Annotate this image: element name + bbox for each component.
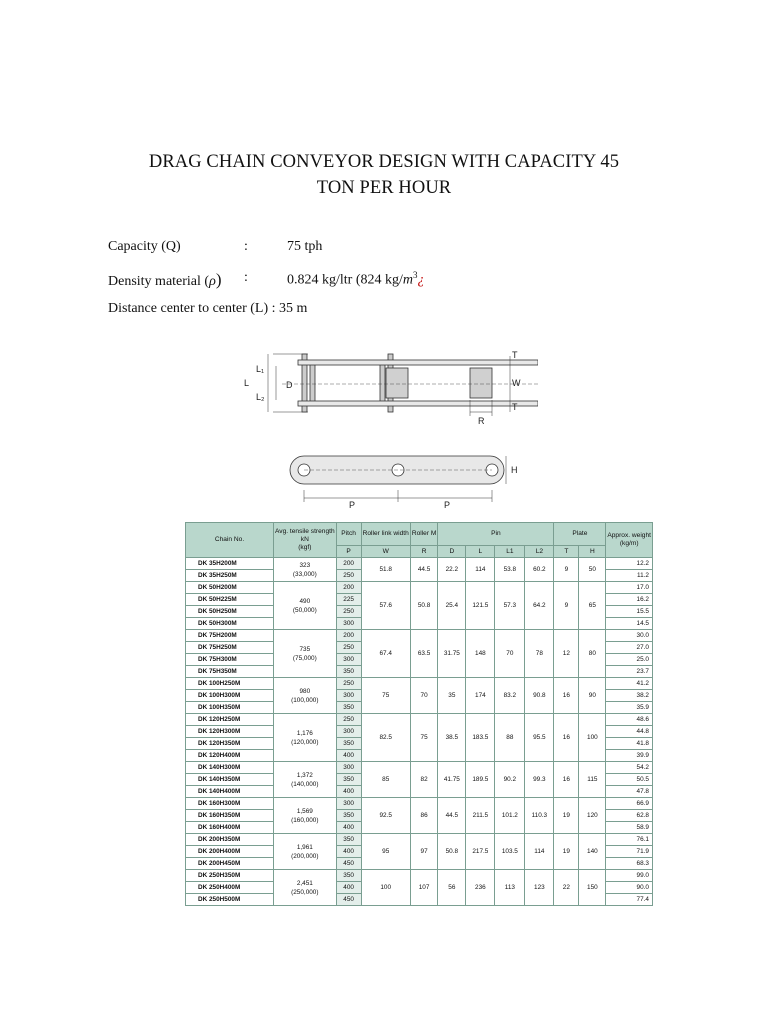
chain-diagram xyxy=(238,340,538,516)
weight-cell: 41.2 xyxy=(606,678,653,690)
chain-no-cell: DK 35H200M xyxy=(186,558,274,570)
pitch-cell: 350 xyxy=(336,870,361,882)
plate-h-cell: 65 xyxy=(579,582,606,630)
plate-h-cell: 100 xyxy=(579,714,606,762)
plate-h-cell: 120 xyxy=(579,798,606,834)
pin-d-cell: 50.8 xyxy=(438,834,466,870)
strength-kn: 323 xyxy=(299,561,311,569)
weight-cell: 23.7 xyxy=(606,666,653,678)
table-row xyxy=(186,870,653,882)
strength-kgf: (75,000) xyxy=(292,654,317,662)
strength-cell xyxy=(274,558,337,582)
pin-d-cell: 56 xyxy=(438,870,466,906)
density-exponent: 3 xyxy=(413,270,418,280)
pin-l-cell: 189.5 xyxy=(466,762,495,798)
plate-h-cell: 50 xyxy=(579,558,606,582)
dim-label-t-bottom: T xyxy=(512,402,518,412)
weight-cell: 12.2 xyxy=(606,558,653,570)
plate-t-cell: 22 xyxy=(554,870,579,906)
chain-spec-table xyxy=(185,522,653,906)
roller-link-width-cell: 75 xyxy=(361,678,410,714)
header-weight-label: Approx. weight xyxy=(607,532,651,539)
chain-no-cell: DK 140H350M xyxy=(186,774,274,786)
chain-no-cell: DK 75H350M xyxy=(186,666,274,678)
header-chain-no: Chain No. xyxy=(186,523,274,558)
dim-label-l1: L₁ xyxy=(256,364,265,374)
pin-l-cell: 174 xyxy=(466,678,495,714)
distance-line: Distance center to center (L) : 35 m xyxy=(108,301,308,316)
dim-label-p1: P xyxy=(349,500,356,510)
weight-cell: 14.5 xyxy=(606,618,653,630)
dim-label-h: H xyxy=(511,465,518,475)
pitch-cell: 400 xyxy=(336,882,361,894)
pitch-cell: 300 xyxy=(336,654,361,666)
pin-l1-cell: 90.2 xyxy=(495,762,525,798)
strength-kgf: (120,000) xyxy=(291,738,319,746)
pin-l-cell: 211.5 xyxy=(466,798,495,834)
chain-no-cell: DK 50H200M xyxy=(186,582,274,594)
density-label-close: ) xyxy=(215,270,222,289)
pin-l1-cell: 113 xyxy=(495,870,525,906)
chain-no-cell: DK 120H400M xyxy=(186,750,274,762)
header-pin-l: L xyxy=(466,546,495,558)
roller-m-cell: 75 xyxy=(410,714,438,762)
pitch-cell: 350 xyxy=(336,774,361,786)
strength-cell xyxy=(274,630,337,678)
pin-l1-cell: 88 xyxy=(495,714,525,762)
strength-cell xyxy=(274,798,337,834)
header-strength-unit2: (kgf) xyxy=(298,544,312,551)
pin-l-cell: 114 xyxy=(466,558,495,582)
pitch-cell: 200 xyxy=(336,630,361,642)
roller-m-cell: 63.5 xyxy=(410,630,438,678)
pin-d-cell: 44.5 xyxy=(438,798,466,834)
chain-no-cell: DK 100H350M xyxy=(186,702,274,714)
table-row xyxy=(186,582,653,594)
roller-m-cell: 86 xyxy=(410,798,438,834)
header-pitch-p: P xyxy=(336,546,361,558)
weight-cell: 71.9 xyxy=(606,846,653,858)
pitch-cell: 350 xyxy=(336,834,361,846)
pin-d-cell: 22.2 xyxy=(438,558,466,582)
weight-cell: 35.9 xyxy=(606,702,653,714)
strength-kgf: (160,000) xyxy=(291,816,319,824)
strength-cell xyxy=(274,870,337,906)
roller-link-width-cell: 67.4 xyxy=(361,630,410,678)
pitch-cell: 350 xyxy=(336,738,361,750)
weight-cell: 11.2 xyxy=(606,570,653,582)
pin-l1-cell: 57.3 xyxy=(495,582,525,630)
chain-no-cell: DK 160H350M xyxy=(186,810,274,822)
roller-link-width-cell: 100 xyxy=(361,870,410,906)
pin-l2-cell: 64.2 xyxy=(525,582,554,630)
strength-kgf: (200,000) xyxy=(291,852,319,860)
strength-cell xyxy=(274,762,337,798)
pitch-cell: 300 xyxy=(336,762,361,774)
plate-t-cell: 9 xyxy=(554,582,579,630)
strength-kgf: (33,000) xyxy=(292,570,317,578)
chain-no-cell: DK 140H400M xyxy=(186,786,274,798)
rho-symbol: ρ xyxy=(209,274,216,289)
chain-no-cell: DK 140H300M xyxy=(186,762,274,774)
chain-top-view xyxy=(268,354,538,416)
pin-l2-cell: 78 xyxy=(525,630,554,678)
pitch-cell: 300 xyxy=(336,798,361,810)
table-row xyxy=(186,714,653,726)
roller-link-width-cell: 85 xyxy=(361,762,410,798)
density-value xyxy=(287,270,425,289)
chain-no-cell: DK 250H350M xyxy=(186,870,274,882)
plate-t-cell: 9 xyxy=(554,558,579,582)
chain-no-cell: DK 200H350M xyxy=(186,834,274,846)
table-row xyxy=(186,630,653,642)
table-row xyxy=(186,558,653,570)
pitch-cell: 350 xyxy=(336,666,361,678)
roller-m-cell: 44.5 xyxy=(410,558,438,582)
pin-l1-cell: 53.8 xyxy=(495,558,525,582)
pitch-cell: 350 xyxy=(336,702,361,714)
pin-l2-cell: 60.2 xyxy=(525,558,554,582)
capacity-label: Capacity (Q) xyxy=(108,239,181,254)
header-pitch: Pitch xyxy=(336,523,361,546)
pitch-cell: 450 xyxy=(336,894,361,906)
capacity-line xyxy=(0,239,768,257)
density-line xyxy=(0,270,768,290)
strength-kgf: (50,000) xyxy=(292,606,317,614)
chain-no-cell: DK 35H250M xyxy=(186,570,274,582)
weight-cell: 25.0 xyxy=(606,654,653,666)
pitch-cell: 400 xyxy=(336,786,361,798)
roller-link-width-cell: 51.8 xyxy=(361,558,410,582)
pin-d-cell: 25.4 xyxy=(438,582,466,630)
plate-t-cell: 16 xyxy=(554,762,579,798)
pin-l-cell: 236 xyxy=(466,870,495,906)
header-w: W xyxy=(361,546,410,558)
chain-no-cell: DK 75H300M xyxy=(186,654,274,666)
chain-no-cell: DK 160H300M xyxy=(186,798,274,810)
chain-no-cell: DK 200H400M xyxy=(186,846,274,858)
roller-m-cell: 107 xyxy=(410,870,438,906)
dim-label-p2: P xyxy=(444,500,451,510)
pitch-cell: 250 xyxy=(336,714,361,726)
header-pin-l1: L1 xyxy=(495,546,525,558)
pitch-cell: 400 xyxy=(336,822,361,834)
chain-no-cell: DK 50H300M xyxy=(186,618,274,630)
pin-l-cell: 148 xyxy=(466,630,495,678)
weight-cell: 54.2 xyxy=(606,762,653,774)
plate-t-cell: 19 xyxy=(554,834,579,870)
strength-kn: 1,372 xyxy=(296,771,313,779)
table-row xyxy=(186,834,653,846)
chain-no-cell: DK 50H225M xyxy=(186,594,274,606)
dim-label-t-top: T xyxy=(512,350,518,360)
header-plate-t: T xyxy=(554,546,579,558)
strength-kn: 490 xyxy=(299,597,311,605)
strength-kgf: (100,000) xyxy=(291,696,319,704)
pitch-cell: 250 xyxy=(336,606,361,618)
weight-cell: 30.0 xyxy=(606,630,653,642)
weight-cell: 50.5 xyxy=(606,774,653,786)
pin-d-cell: 35 xyxy=(438,678,466,714)
roller-link-width-cell: 82.5 xyxy=(361,714,410,762)
header-plate-h: H xyxy=(579,546,606,558)
header-roller-link: Roller link width xyxy=(361,523,410,546)
chain-no-cell: DK 50H250M xyxy=(186,606,274,618)
pin-l1-cell: 83.2 xyxy=(495,678,525,714)
pitch-cell: 400 xyxy=(336,846,361,858)
header-weight xyxy=(606,523,653,558)
plate-t-cell: 12 xyxy=(554,630,579,678)
chain-side-view xyxy=(290,456,506,502)
weight-cell: 58.9 xyxy=(606,822,653,834)
pin-l-cell: 217.5 xyxy=(466,834,495,870)
weight-cell: 27.0 xyxy=(606,642,653,654)
weight-cell: 66.9 xyxy=(606,798,653,810)
roller-link-width-cell: 92.5 xyxy=(361,798,410,834)
strength-cell xyxy=(274,678,337,714)
roller-m-cell: 70 xyxy=(410,678,438,714)
dim-label-l2: L₂ xyxy=(256,392,265,402)
document-title xyxy=(100,149,668,201)
header-roller-m: Roller M xyxy=(410,523,438,546)
table-row xyxy=(186,798,653,810)
chain-no-cell: DK 120H300M xyxy=(186,726,274,738)
strength-kn: 2,451 xyxy=(296,879,313,887)
pitch-cell: 200 xyxy=(336,582,361,594)
roller-link-width-cell: 95 xyxy=(361,834,410,870)
plate-h-cell: 140 xyxy=(579,834,606,870)
roller-link-width-cell: 57.6 xyxy=(361,582,410,630)
dim-label-w: W xyxy=(512,378,521,388)
strength-kn: 1,961 xyxy=(296,843,313,851)
strength-kn: 1,176 xyxy=(296,729,313,737)
strength-cell xyxy=(274,582,337,630)
density-tail: ¿ xyxy=(417,272,425,288)
strength-kgf: (140,000) xyxy=(291,780,319,788)
pitch-cell: 250 xyxy=(336,642,361,654)
roller-m-cell: 82 xyxy=(410,762,438,798)
chain-no-cell: DK 75H200M xyxy=(186,630,274,642)
chain-no-cell: DK 160H400M xyxy=(186,822,274,834)
pin-d-cell: 31.75 xyxy=(438,630,466,678)
strength-cell xyxy=(274,834,337,870)
weight-cell: 99.0 xyxy=(606,870,653,882)
roller-m-cell: 97 xyxy=(410,834,438,870)
plate-h-cell: 80 xyxy=(579,630,606,678)
pin-l2-cell: 95.5 xyxy=(525,714,554,762)
chain-spec-table-wrap xyxy=(185,522,653,906)
dim-label-l: L xyxy=(244,378,250,388)
capacity-colon: : xyxy=(244,239,248,254)
table-row xyxy=(186,762,653,774)
capacity-value: 75 tph xyxy=(287,239,323,254)
plate-t-cell: 19 xyxy=(554,798,579,834)
strength-kn: 735 xyxy=(299,645,311,653)
header-pin-d: D xyxy=(438,546,466,558)
density-label-text: Density material ( xyxy=(108,274,210,289)
chain-no-cell: DK 200H450M xyxy=(186,858,274,870)
roller-m-cell: 50.8 xyxy=(410,582,438,630)
chain-no-cell: DK 75H250M xyxy=(186,642,274,654)
plate-t-cell: 16 xyxy=(554,678,579,714)
weight-cell: 48.6 xyxy=(606,714,653,726)
strength-kgf: (250,000) xyxy=(291,888,319,896)
pitch-cell: 250 xyxy=(336,678,361,690)
density-value-text: 0.824 kg/ltr (824 kg/ xyxy=(287,272,403,288)
pin-l-cell: 183.5 xyxy=(466,714,495,762)
pin-l-cell: 121.5 xyxy=(466,582,495,630)
chain-no-cell: DK 250H500M xyxy=(186,894,274,906)
plate-t-cell: 16 xyxy=(554,714,579,762)
chain-no-cell: DK 120H350M xyxy=(186,738,274,750)
pitch-cell: 400 xyxy=(336,750,361,762)
plate-h-cell: 90 xyxy=(579,678,606,714)
chain-no-cell: DK 100H250M xyxy=(186,678,274,690)
pitch-cell: 450 xyxy=(336,858,361,870)
pitch-cell: 300 xyxy=(336,618,361,630)
pitch-cell: 200 xyxy=(336,558,361,570)
header-strength-label: Avg. tensile strength xyxy=(275,528,335,535)
chain-spec-body xyxy=(186,558,653,906)
weight-cell: 68.3 xyxy=(606,858,653,870)
pitch-cell: 250 xyxy=(336,570,361,582)
chain-no-cell: DK 100H300M xyxy=(186,690,274,702)
pin-l2-cell: 90.8 xyxy=(525,678,554,714)
strength-kn: 1,569 xyxy=(296,807,313,815)
chain-no-cell: DK 120H250M xyxy=(186,714,274,726)
density-unit: m xyxy=(402,272,414,288)
weight-cell: 17.0 xyxy=(606,582,653,594)
weight-cell: 39.9 xyxy=(606,750,653,762)
pin-l1-cell: 70 xyxy=(495,630,525,678)
pitch-cell: 300 xyxy=(336,690,361,702)
pin-l1-cell: 101.2 xyxy=(495,798,525,834)
header-strength-unit: kN xyxy=(300,536,309,543)
table-row xyxy=(186,678,653,690)
weight-cell: 15.5 xyxy=(606,606,653,618)
density-label xyxy=(108,270,221,290)
strength-kn: 980 xyxy=(299,687,311,695)
pin-l2-cell: 99.3 xyxy=(525,762,554,798)
density-colon: : xyxy=(244,270,248,285)
pitch-cell: 350 xyxy=(336,810,361,822)
plate-h-cell: 115 xyxy=(579,762,606,798)
title-line-1: DRAG CHAIN CONVEYOR DESIGN WITH CAPACITY 45 xyxy=(148,152,620,172)
pin-l2-cell: 110.3 xyxy=(525,798,554,834)
header-r: R xyxy=(410,546,438,558)
pin-l2-cell: 114 xyxy=(525,834,554,870)
title-line-2: TON PER HOUR xyxy=(316,178,452,198)
weight-cell: 41.8 xyxy=(606,738,653,750)
pin-d-cell: 41.75 xyxy=(438,762,466,798)
dim-label-d: D xyxy=(286,380,293,390)
pitch-cell: 300 xyxy=(336,726,361,738)
header-strength xyxy=(274,523,337,558)
pin-l2-cell: 123 xyxy=(525,870,554,906)
weight-cell: 47.8 xyxy=(606,786,653,798)
weight-cell: 76.1 xyxy=(606,834,653,846)
weight-cell: 38.2 xyxy=(606,690,653,702)
header-pin-l2: L2 xyxy=(525,546,554,558)
dim-label-r: R xyxy=(478,416,485,426)
weight-cell: 44.8 xyxy=(606,726,653,738)
weight-cell: 16.2 xyxy=(606,594,653,606)
header-weight-unit: (kg/m) xyxy=(619,540,639,547)
weight-cell: 77.4 xyxy=(606,894,653,906)
pitch-cell: 225 xyxy=(336,594,361,606)
pin-l1-cell: 103.5 xyxy=(495,834,525,870)
header-pin: Pin xyxy=(438,523,554,546)
weight-cell: 62.8 xyxy=(606,810,653,822)
pin-d-cell: 38.5 xyxy=(438,714,466,762)
weight-cell: 90.0 xyxy=(606,882,653,894)
chain-no-cell: DK 250H400M xyxy=(186,882,274,894)
header-plate: Plate xyxy=(554,523,606,546)
plate-h-cell: 150 xyxy=(579,870,606,906)
strength-cell xyxy=(274,714,337,762)
